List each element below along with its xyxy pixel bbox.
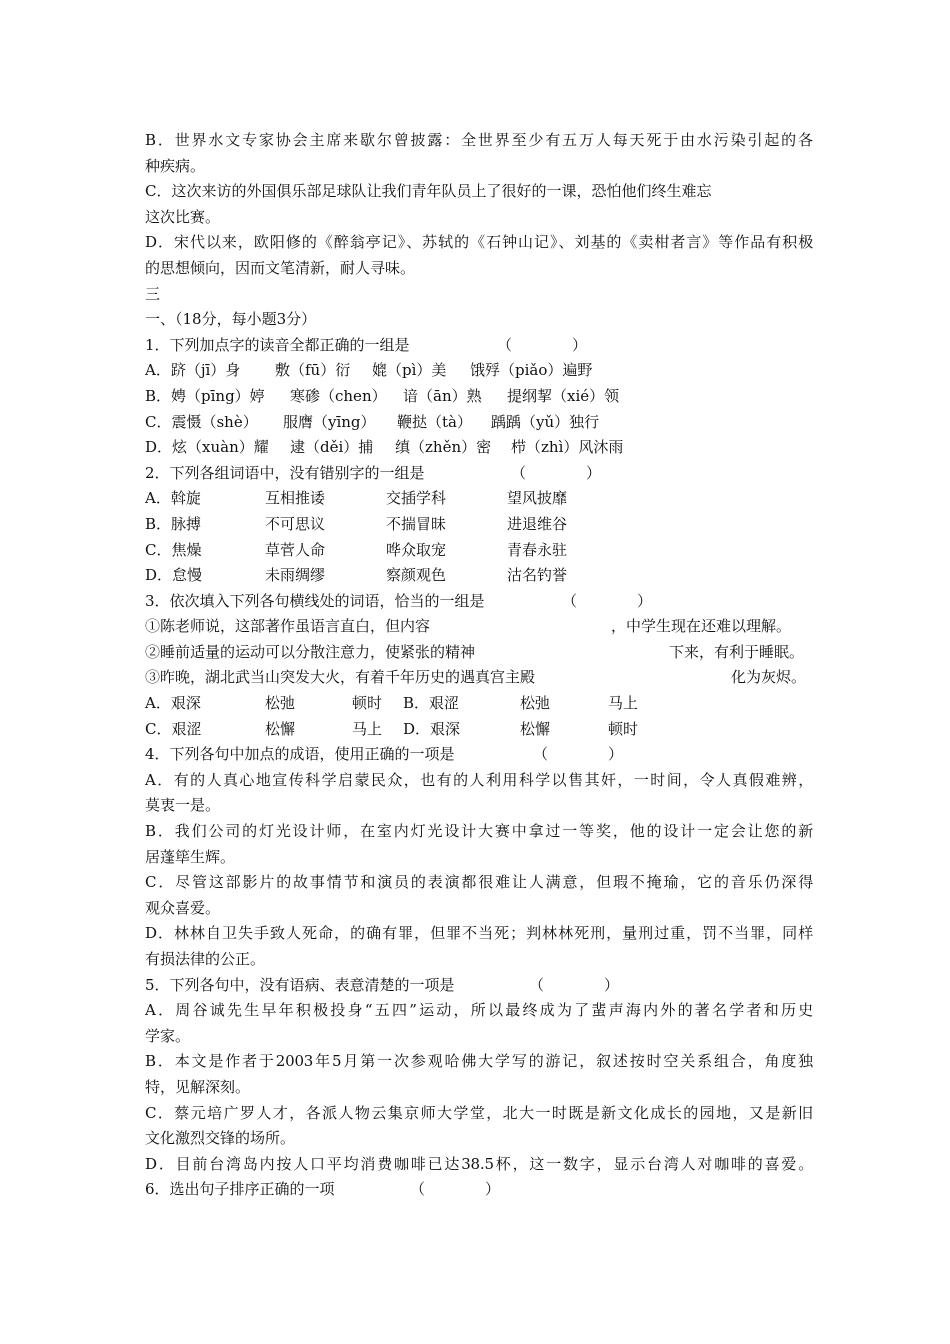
- q1-c-3: 鞭挞（tà）: [397, 412, 472, 431]
- q2-b-4: 进退维谷: [507, 514, 568, 533]
- q3-s2-part2: 下来，有利于睡眠。: [669, 642, 805, 661]
- q4-c-line1: C．尽管这部影片的故事情节和演员的表演都很难让人满意，但瑕不掩瑜，它的音乐仍深得: [145, 873, 813, 892]
- section-three-heading: 三: [145, 284, 161, 303]
- q3-stem-line: [145, 589, 813, 615]
- q5-b-line2: 特，见解深刻。: [145, 1077, 251, 1096]
- q5-a-line2: 学家。: [145, 1026, 191, 1045]
- q1-a-3: 媲（pì）美: [372, 361, 447, 380]
- q2-a-2: 互相推诿: [265, 489, 326, 508]
- q4-c-line2: 观众喜爱。: [145, 898, 221, 917]
- q5-stem-line: [145, 973, 813, 999]
- q1-option-a: [145, 358, 813, 384]
- q1-option-b: [145, 384, 813, 410]
- q3-c-2: 松懈: [265, 719, 296, 738]
- q1-b-4: 提纲挈（xié）领: [507, 386, 620, 405]
- q1-d-1: D．炫（xuàn）耀: [145, 438, 269, 457]
- q3-a-1: A．艰深: [145, 694, 201, 713]
- q3-options-cd: [145, 717, 813, 743]
- item-c-line1: C．这次来访的外国俱乐部足球队让我们青年队员上了很好的一课，恐怕他们终生难忘: [145, 182, 712, 201]
- q3-b-2: 松弛: [520, 694, 551, 713]
- q2-option-b: [145, 512, 813, 538]
- q6-stem-line: [145, 1177, 813, 1203]
- q1-stem-line: [145, 333, 813, 359]
- q3-s2-part1: ②睡前适量的运动可以分散注意力，使紧张的精神: [145, 642, 476, 661]
- q5-d-line1: D．目前台湾岛内按人口平均消费咖啡已达38.5杯，这一数字，显示台湾人对咖啡的喜爱。: [145, 1154, 813, 1173]
- q1-d-4: 栉（zhì）风沐雨: [511, 438, 624, 457]
- q4-a-line1: A．有的人真心地宣传科学启蒙民众，也有的人利用科学以售其奸，一时间，令人真假难辨，: [145, 770, 813, 789]
- q1-answer-blank: （ ）: [497, 335, 588, 354]
- q6-answer-blank: （ ）: [410, 1180, 501, 1199]
- q3-c-3: 马上: [352, 719, 383, 738]
- q3-d-1: D．艰深: [403, 719, 461, 738]
- q2-c-4: 青春永驻: [507, 540, 568, 559]
- q3-c-1: C．艰涩: [145, 719, 202, 738]
- q2-c-1: C．焦燥: [145, 540, 202, 559]
- item-b-line1: B．世界水文专家协会主席来歇尔曾披露：全世界至少有五万人每天死于由水污染引起的各: [145, 131, 813, 149]
- part-one-header: 一、（18分，每小题3分）: [145, 310, 317, 329]
- q3-d-3: 顿时: [608, 719, 639, 738]
- q1-stem: 1．下列加点字的读音全都正确的一组是: [145, 335, 410, 354]
- q4-d-line1: D．林林自卫失手致人死命，的确有罪，但罪不当死；判林林死刑，量刑过重，罚不当罪，同样: [145, 924, 813, 943]
- q5-c-line1: C．蔡元培广罗人才，各派人物云集京师大学堂，北大一时既是新文化成长的园地，又是新旧: [145, 1103, 813, 1122]
- q1-option-c: [145, 410, 813, 436]
- item-d-line1: D．宋代以来，欧阳修的《醉翁亭记》、苏轼的《石钟山记》、刘基的《卖柑者言》等作品有积极: [145, 233, 813, 252]
- q3-b-3: 马上: [608, 694, 639, 713]
- q3-a-2: 松弛: [265, 694, 296, 713]
- q3-options-ab: [145, 691, 813, 717]
- q2-a-1: A．斡旋: [145, 489, 201, 508]
- q4-a-line2: 莫衷一是。: [145, 796, 221, 815]
- q4-answer-blank: （ ）: [533, 745, 624, 764]
- q1-a-1: A．跻（jī）身: [145, 361, 241, 380]
- q4-b-line2: 居蓬筚生辉。: [145, 847, 236, 866]
- q2-d-4: 沽名钓誉: [507, 566, 568, 585]
- q3-sentence-1: [145, 614, 813, 640]
- item-b-line2: 种疾病。: [145, 156, 206, 175]
- q2-option-d: [145, 563, 813, 589]
- q3-sentence-2: [145, 640, 813, 666]
- q3-s1-part1: ①陈老师说，这部著作虽语言直白，但内容: [145, 617, 431, 636]
- q2-d-1: D．怠慢: [145, 566, 203, 585]
- item-c-line2: 这次比赛。: [145, 207, 221, 226]
- q5-b-line1: B．本文是作者于2003年5月第一次参观哈佛大学写的游记，叙述按时空关系组合，角度独: [145, 1052, 813, 1071]
- q6-stem: 6．选出句子排序正确的一项: [145, 1180, 335, 1199]
- q2-answer-blank: （ ）: [511, 463, 602, 482]
- q1-a-2: 敷（fū）衍: [275, 361, 351, 380]
- q1-d-2: 逮（děi）捕: [290, 438, 374, 457]
- q2-b-2: 不可思议: [265, 514, 326, 533]
- q5-answer-blank: （ ）: [529, 975, 620, 994]
- q3-b-1: B．艰涩: [403, 694, 460, 713]
- q1-d-3: 缜（zhěn）密: [395, 438, 492, 457]
- q4-stem-line: [145, 742, 813, 768]
- q2-d-3: 察颜观色: [386, 566, 447, 585]
- q2-c-2: 草菅人命: [265, 540, 326, 559]
- q2-b-3: 不揣冒昧: [386, 514, 447, 533]
- q2-d-2: 未雨绸缪: [265, 566, 326, 585]
- q1-b-2: 寒碜（chen）: [290, 386, 387, 405]
- q2-a-4: 望风披靡: [507, 489, 568, 508]
- q2-b-1: B．脉搏: [145, 514, 202, 533]
- q4-d-line2: 有损法律的公正。: [145, 950, 266, 968]
- q3-s3-part1: ③昨晚，湖北武当山突发大火，有着千年历史的遇真宫主殿: [145, 668, 536, 687]
- q1-c-4: 踽踽（yǔ）独行: [491, 412, 600, 431]
- q3-s3-part2: 化为灰烬。: [731, 668, 807, 687]
- q4-b-line1: B．我们公司的灯光设计师，在室内灯光设计大赛中拿过一等奖，他的设计一定会让您的新: [145, 822, 813, 841]
- q5-stem: 5．下列各句中，没有语病、表意清楚的一项是: [145, 975, 455, 994]
- q2-stem-line: [145, 461, 813, 487]
- q2-stem: 2．下列各组词语中，没有错别字的一组是: [145, 463, 425, 482]
- q2-a-3: 交插学科: [386, 489, 447, 508]
- q3-sentence-3: [145, 665, 813, 691]
- q3-s1-part2: ，中学生现在还难以理解。: [611, 617, 792, 636]
- q2-c-3: 哗众取宠: [386, 540, 447, 559]
- q1-c-2: 服膺（yīng）: [283, 412, 376, 431]
- q1-b-1: B．娉（pīng）婷: [145, 386, 265, 405]
- q3-stem: 3．依次填入下列各句横线处的词语，恰当的一组是: [145, 591, 485, 610]
- q1-c-1: C．震慑（shè）: [145, 412, 258, 431]
- q2-option-a: [145, 486, 813, 512]
- q5-a-line1: A．周谷诚先生早年积极投身“五四”运动，所以最终成为了蜚声海内外的著名学者和历史: [145, 1001, 813, 1020]
- q3-d-2: 松懈: [520, 719, 551, 738]
- q3-answer-blank: （ ）: [562, 591, 653, 610]
- q5-c-line2: 文化激烈交锋的场所。: [145, 1129, 296, 1148]
- item-d-line2: 的思想倾向，因而文笔清新，耐人寻味。: [145, 258, 416, 277]
- exam-page: [145, 128, 813, 1203]
- q3-a-3: 顿时: [352, 694, 383, 713]
- q4-stem: 4．下列各句中加点的成语，使用正确的一项是: [145, 745, 455, 764]
- q1-option-d: [145, 435, 813, 461]
- q1-a-4: 饿殍（piǎo）遍野: [470, 361, 593, 380]
- q1-b-3: 谙（ān）熟: [403, 386, 482, 405]
- q2-option-c: [145, 538, 813, 564]
